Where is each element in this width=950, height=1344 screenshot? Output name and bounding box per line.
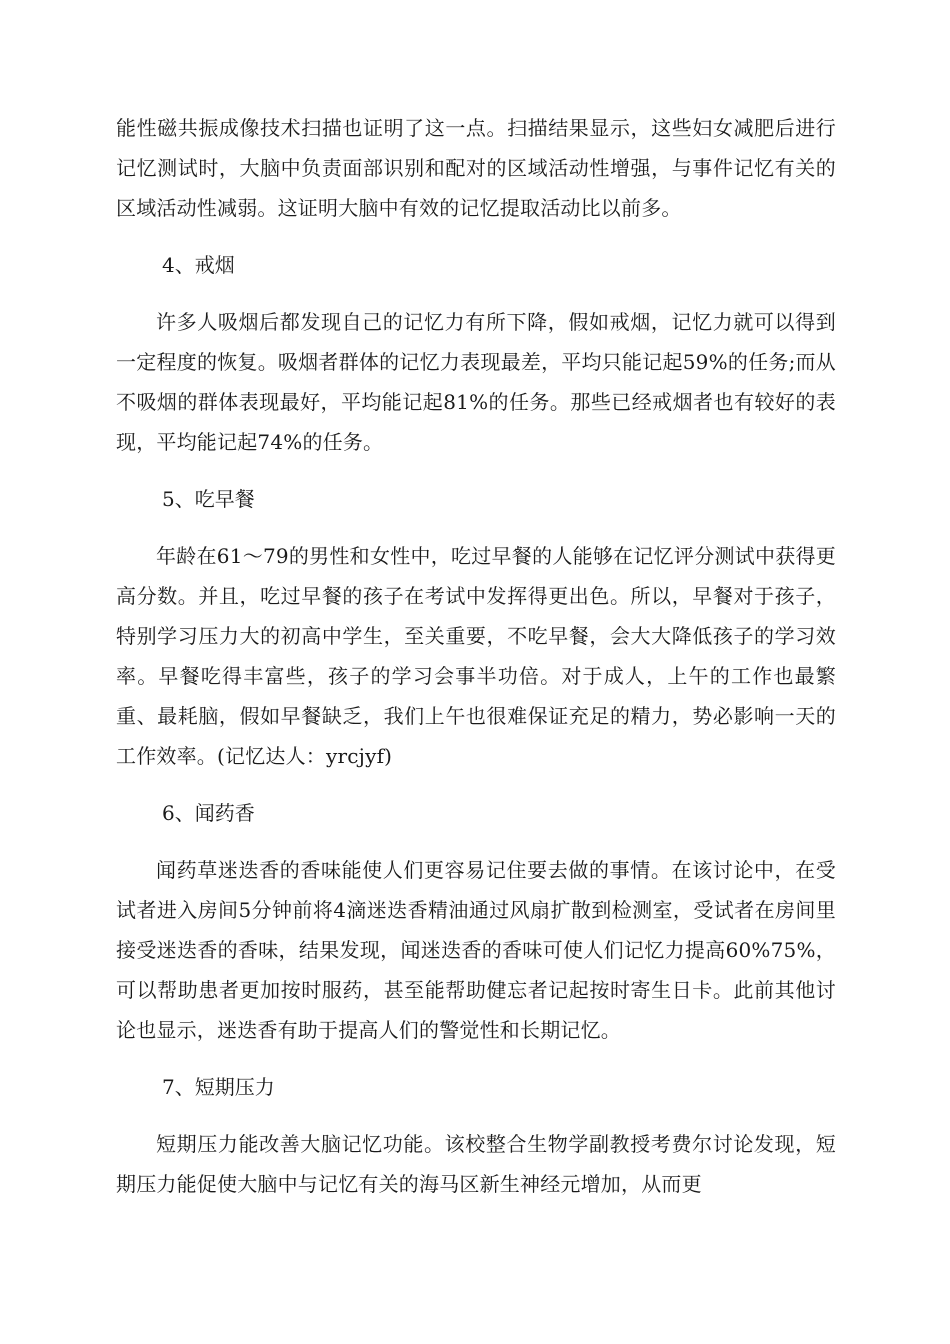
paragraph-herb-scent: 闻药草迷迭香的香味能使人们更容易记住要去做的事情。在该讨论中，在受试者进入房间5分钟前将4滴迷迭香精油通过风扇扩散到检测室，受试者在房间里接受迷迭香的香味，结果发现，闻迷迭香的香味可使人们记忆力提高60%75%，可以帮助患者更加按时服药，甚至能帮助健忘者记起按时寄生日卡。此前其他讨论也显示，迷迭香有助于提高人们的警觉性和长期记忆。 [116,858,836,1042]
paragraph-short-stress: 短期压力能改善大脑记忆功能。该校整合生物学副教授考费尔讨论发现，短期压力能促使大脑中与记忆有关的海马区新生神经元增加，从而更 [116,1132,836,1196]
paragraph-breakfast: 年龄在61～79的男性和女性中，吃过早餐的人能够在记忆评分测试中获得更高分数。并且，吃过早餐的孩子在考试中发挥得更出色。所以，早餐对于孩子，特别学习压力大的初高中学生，至关重要，不吃早餐，会大大降低孩子的学习效率。早餐吃得丰富些，孩子的学习会事半功倍。对于成人，上午的工作也最繁重、最耗脑，假如早餐缺乏，我们上午也很难保证充足的精力，势必影响一天的工作效率。(记忆达人：yrcjyf) [116,544,836,768]
section-heading-quit-smoking: 4、戒烟 [162,253,235,277]
paragraph-intro: 能性磁共振成像技术扫描也证明了这一点。扫描结果显示，这些妇女减肥后进行记忆测试时，大脑中负责面部识别和配对的区域活动性增强，与事件记忆有关的区域活动性减弱。这证明大脑中有效的记忆提取活动比以前多。 [116,116,836,220]
section-heading-herb-scent: 6、闻药香 [162,801,255,825]
paragraph-quit-smoking: 许多人吸烟后都发现自己的记忆力有所下降，假如戒烟，记忆力就可以得到一定程度的恢复。吸烟者群体的记忆力表现最差，平均只能记起59%的任务;而从不吸烟的群体表现最好，平均能记起81%的任务。那些已经戒烟者也有较好的表现，平均能记起74%的任务。 [116,310,836,454]
section-heading-breakfast: 5、吃早餐 [162,487,255,511]
document-page [116,108,836,1221]
section-heading-short-stress: 7、短期压力 [162,1075,275,1099]
